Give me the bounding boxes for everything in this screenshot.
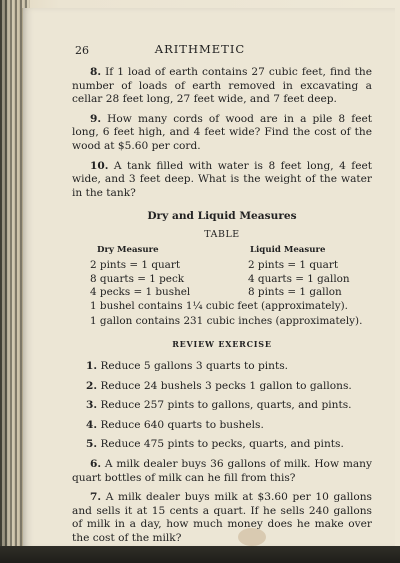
running-head: ARITHMETIC bbox=[154, 42, 246, 56]
review-item-text: Reduce 5 gallons 3 quarts to pints. bbox=[100, 359, 289, 372]
review-item bbox=[72, 399, 372, 413]
review-item-text: Reduce 640 quarts to bushels. bbox=[100, 418, 264, 431]
page-body bbox=[72, 66, 372, 551]
problem-text: How many cords of wood are in a pile 8 feet long, 6 feet high, and 4 feet wide? Find the cost of the wood at $5.60 per cord. bbox=[72, 112, 372, 152]
review-item-text: Reduce 24 bushels 3 pecks 1 gallon to gallons. bbox=[100, 379, 352, 392]
measure-fact: 1 gallon contains 231 cubic inches (approximately). bbox=[90, 314, 363, 327]
page-number: 26 bbox=[75, 44, 89, 57]
dry-measure-row: 4 pecks = 1 bushel bbox=[90, 285, 191, 298]
review-problem-7 bbox=[72, 491, 372, 545]
section-title: Dry and Liquid Measures bbox=[147, 210, 297, 223]
review-title: REVIEW EXERCISE bbox=[172, 339, 272, 350]
problem-number: 8. bbox=[90, 66, 102, 78]
problem-number: 7. bbox=[90, 491, 102, 504]
dry-measure-row: 2 pints = 1 quart bbox=[90, 259, 180, 272]
review-item bbox=[72, 419, 372, 433]
problem-number: 9. bbox=[90, 112, 102, 125]
problem-number: 6. bbox=[90, 457, 102, 470]
dry-measure-column bbox=[72, 244, 216, 300]
problem-9 bbox=[72, 113, 372, 154]
review-item-number: 2. bbox=[86, 379, 98, 392]
liquid-measure-heading: Liquid Measure bbox=[250, 244, 326, 255]
measures-table bbox=[72, 244, 372, 300]
review-item-number: 4. bbox=[86, 418, 98, 431]
review-problem-6 bbox=[72, 458, 372, 485]
review-item-text: Reduce 257 pints to gallons, quarts, and pints. bbox=[100, 399, 352, 412]
problem-10 bbox=[72, 160, 372, 201]
review-item-text: Reduce 475 pints to pecks, quarts, and pints. bbox=[100, 438, 344, 451]
problem-text: A milk dealer buys milk at $3.60 per 10 gallons and sells it at 15 cents a quart. If he sells 240 gallons of milk in a day, how much money does he make over the cost of the milk? bbox=[72, 491, 372, 544]
liquid-measure-row: 8 pints = 1 gallon bbox=[248, 285, 342, 298]
dry-measure-row: 8 quarts = 1 peck bbox=[90, 272, 185, 285]
review-item-number: 3. bbox=[86, 399, 98, 412]
problem-number: 10. bbox=[90, 159, 109, 172]
problem-text: A milk dealer buys 36 gallons of milk. How many quart bottles of milk can he fill from this? bbox=[72, 457, 372, 484]
review-item-number: 5. bbox=[86, 438, 98, 451]
review-item bbox=[72, 360, 372, 374]
review-item bbox=[72, 438, 372, 452]
problem-text: A tank filled with water is 8 feet long, 4 feet wide, and 3 feet deep. What is the weight of the water in the tank? bbox=[72, 159, 372, 199]
measure-fact: 1 bushel contains 1¼ cubic feet (approximately). bbox=[90, 300, 348, 313]
review-item-number: 1. bbox=[86, 359, 98, 372]
liquid-measure-row: 2 pints = 1 quart bbox=[248, 259, 338, 272]
review-item bbox=[72, 380, 372, 394]
problem-8 bbox=[72, 66, 372, 107]
problem-text: If 1 load of earth contains 27 cubic feet, find the number of loads of earth removed in excavating a cellar 28 feet long, 27 feet wide, and 7 feet deep. bbox=[72, 66, 372, 106]
dry-measure-heading: Dry Measure bbox=[97, 244, 159, 255]
table-label: TABLE bbox=[204, 228, 240, 240]
liquid-measure-row: 4 quarts = 1 gallon bbox=[248, 272, 350, 285]
liquid-measure-column bbox=[228, 244, 372, 300]
